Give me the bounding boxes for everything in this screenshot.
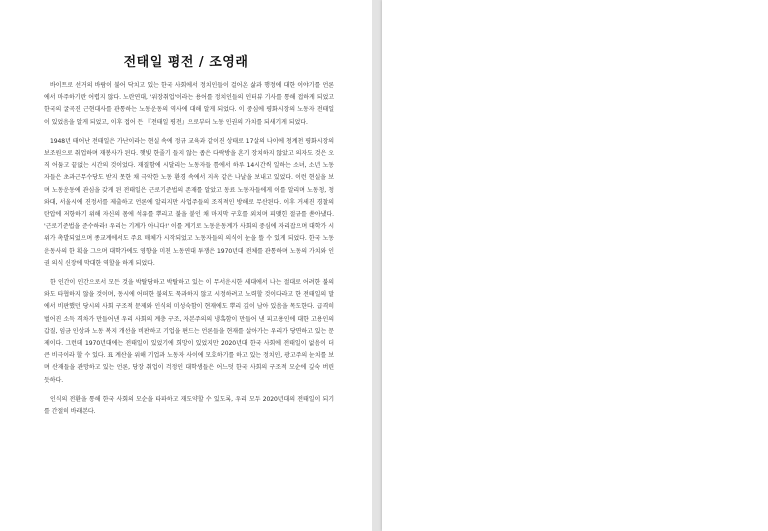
paragraph-1: 바이트로 선거의 바람이 불어 닥치고 있는 한국 사회에서 정치인들이 걸어온 삶과 행정에 대한 이야기를 언론에서 마주하기란 어렵지 않다. 노란연대, '위장취업'이라는 용어를 정치인들의 인터뷰 기사를 통해 접하게 되었고 한국의 굴곡진 근현대사를 관통하는 노동운동의 역사에 대해 알게 되었다. 이 중심에 평화시장의 노동자 전태일이 있었음을 알게 되었고, 이후 접어 든 『전태일 평전』으로부터 노동 인권의 가치를 되새기게 되었다. [44, 82, 334, 126]
page-gap [372, 0, 382, 531]
document-page-right [382, 0, 768, 531]
document-body [44, 80, 334, 425]
paragraph-2: 1948년 태어난 전태일은 가난이라는 현실 속에 정규 교육과 같이진 상태로 17살의 나이에 청계천 평화시장의 보조원으로 취업하며 재봉사가 된다. 햇빛 한줄기 들지 않는 좁은 다락방을 흔기 장치하지 않았고 의자도 것은 오직 어둠고 끝없는 시간의 것이었다. 재질함에 시달리는 노동자들 틈에서 하루 14시간씩 일하는 소녀, 소년 노동자들은 초과근무수당도 받지 못한 채 극악한 노동 환경 속에서 지옥 같은 나날을 보내고 있었다. 이런 현실을 보며 노동운동에 관심을 갖게 된 전태일은 근로기준법의 존재를 알았고 동료 노동자들에게 이를 알리며 노동청, 청와대, 서울시에 진정서를 제출하고 언론에 알리지만 사업주들의 조직적인 방해로 무산된다. 이후 거세진 경찰의 탄압에 저항하기 위해 자신의 몸에 석유를 뿌리고 불을 붙인 채 마지막 구호를 외치며 피맺힌 절규를 쏟아냈다. '근로기준법을 준수하라! 우리는 기계가 아니다!' 이를 계기로 노동운동계가 사회의 중심에 자리잡으며 대학가 시위가 촉발되었으며 종교계에서도 주요 매체가 시작되었고 노동자들의 의식이 눈을 뜰 수 있게 되었다. 한국 노동 운동사의 한 획을 그으며 대학가에도 영향을 미친 노동연대 투쟁은 1970년대 전체를 관통하며 노동의 가치와 인권 의식 신장에 막대한 역할을 하게 되었다. [44, 137, 334, 267]
paragraph-3: 한 인간이 인간으로서 모든 것을 박탈당하고 박탈하고 있는 이 무서운시한 세대에서 나는 절대로 어려한 불의와도 타협하지 않을 것이며, 동시에 어떠한 불의도 묵과하지 않고 시정하려고 노력할 것이다라고 한 전태일의 말에서 비판했던 당시의 사회 구조적 문제와 인식의 미성숙함이 현재에도 뿌리 깊이 남아 있음을 목도한다. 급격히 벌어진 소득 격차가 만들어낸 우리 사회의 계층 구조, 자본주의의 냉혹함이 만들어 낸 피고용인에 대한 고용인의 갑질, 임금 인상과 노동 복지 개선을 비판하고 기업을 편드는 언론들을 현재를 살아가는 우리가 당면하고 있는 문제이다. 그런데 1970년대에는 전태일이 있었기에 희망이 있었지만 2020년대 한국 사회에 전태일이 없음이 더 큰 비극이라 할 수 있다. 표 계산을 위해 기업과 노동자 사이에 모호하기를 하고 있는 정치인, 광고주의 눈치를 보며 산재들을 관망하고 있는 언론, 당장 취업이 걱정인 대학생들은 어느덧 한국 사회의 구조적 모순에 깊숙 버린 듯하다. [44, 279, 334, 384]
page-title: 전태일 평전 / 조영래 [123, 55, 249, 70]
document-page-left [0, 0, 372, 531]
paragraph-4: 인식의 전환을 통해 한국 사회의 모순을 타파하고 재도약할 수 있도록, 우리 모두 2020년대의 전태일이 되기를 간절히 바래본다. [44, 395, 334, 416]
